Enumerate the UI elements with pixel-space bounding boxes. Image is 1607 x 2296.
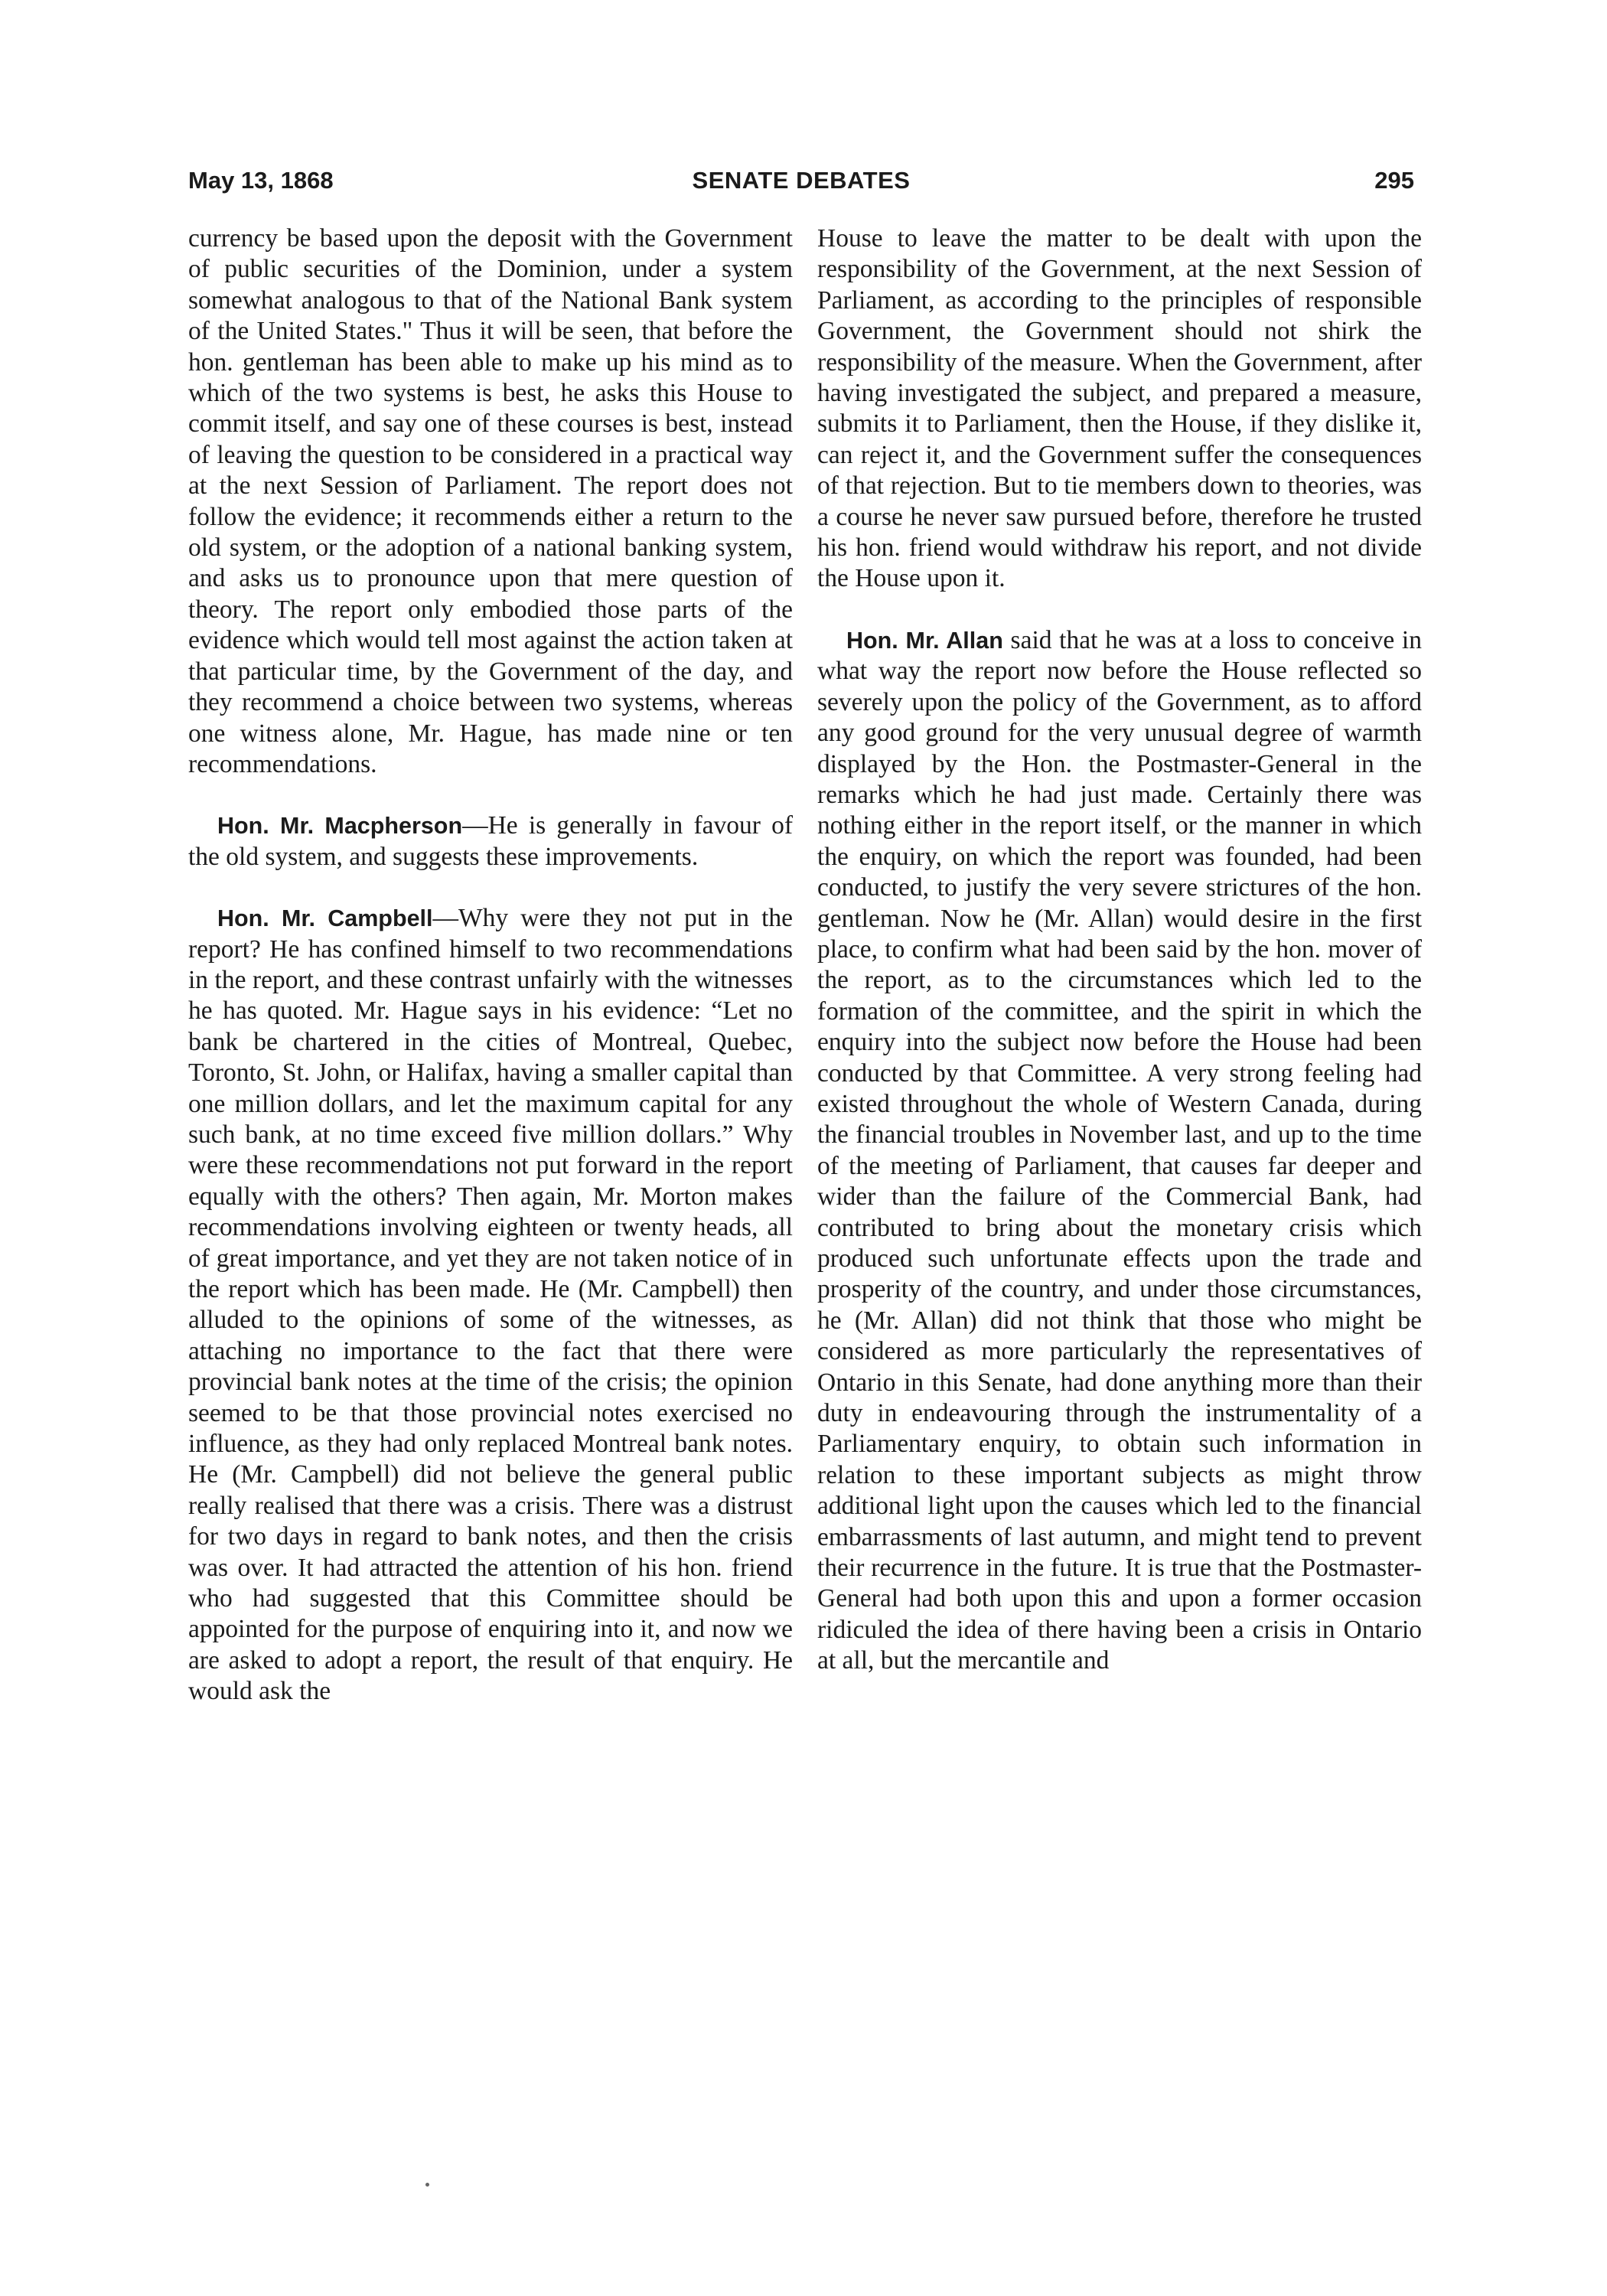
paragraph-text: currency be based upon the deposit with the Government of public securities of the Dominion, under a system somewhat analogous to that of the National Bank system of the United States." Thus it will be seen, that before the hon. gentleman has been able to make up his mind as to which of the two systems is best, he asks this House to commit itself, and say one of these courses is best, instead of leaving the question to be considered in a practical way at the next Session of Parliament. The report does not follow the evidence; it recommends either a return to the old system, or the adoption of a national banking system, and asks us to pronounce upon that mere question of theory. The report only embodied those parts of the evidence which would tell most against the action taken at that particular time, by the Government of the day, and they recommend a choice between two systems, whereas one witness alone, Mr. Hague, has made nine or ten recommendations. xyxy=(188,224,793,778)
paragraph-continuation xyxy=(188,223,793,780)
header-title: SENATE DEBATES xyxy=(692,167,911,194)
right-column xyxy=(817,223,1422,1677)
paragraph-macpherson xyxy=(188,810,793,872)
paragraph-campbell xyxy=(188,903,793,1707)
speaker-name: Hon. Mr. Macpherson xyxy=(217,813,463,840)
left-column xyxy=(188,223,793,1707)
paragraph-text: said that he was at a loss to conceive in what way the report now before the House reflected so severely upon the policy of the Government, as to afford any good ground for the very unusual degree of warmth displayed by the Hon. the Postmaster-General in the remarks which he had just made. Certainly there was nothing either in the report itself, or the manner in which the enquiry, on which the report was founded, had been conducted, to justify the very severe strictures of the hon. gentleman. Now he (Mr. Allan) would desire in the first place, to confirm what had been said by the hon. mover of the report, as to the circumstances which led to the formation of the committee, and the spirit in which the enquiry into the subject now before the House had been conducted by that Committee. A very strong feeling had existed throughout the whole of Western Canada, during the financial troubles in November last, and up to the time of the meeting of Parliament, that causes far deeper and wider than the failure of the Commercial Bank, had contributed to bring about the monetary crisis which produced such unfortunate effects upon the trade and prosperity of the country, and under those circumstances, he (Mr. Allan) did not think that those who might be considered as more particularly the representatives of Ontario in this Senate, had done anything more than their duty in endeavouring through the instrumentality of a Parliamentary enquiry, to obtain such information in relation to these important subjects as might throw additional light upon the causes which led to the financial embarrassments of last autumn, and might tend to prevent their recurrence in the future. It is true that the Postmaster-General had both upon this and upon a former occasion ridiculed the idea of there having been a crisis in Ontario at all, but the mercantile and xyxy=(817,625,1422,1675)
paragraph-text: —Why were they not put in the report? He has confined himself to two recommendations in the report, and these contrast unfairly with the witnesses he has quoted. Mr. Hague says in his evidence: “Let no bank be chartered in the cities of Montreal, Quebec, Toronto, St. John, or Halifax, having a smaller capital than one million dollars, and let the maximum capital for any such bank, at no time exceed five million dollars.” Why were these recommendations not put forward in the report equally with the others? Then again, Mr. Morton makes recommendations involving eighteen or twenty heads, all of great importance, and yet they are not taken notice of in the report which has been made. He (Mr. Campbell) then alluded to the opinions of some of the witnesses, as attaching no importance to the fact that there were provincial bank notes at the time of the crisis; the opinion seemed to be that those provincial notes exercised no influence, as they had only replaced Montreal bank notes. He (Mr. Campbell) did not believe the general public really realised that there was a crisis. There was a distrust for two days in regard to bank notes, and then the crisis was over. It had attracted the attention of his hon. friend who had suggested that this Committee should be appointed for the purpose of enquiring into it, and now we are asked to adopt a report, the result of that enquiry. He would ask the xyxy=(188,904,793,1706)
speaker-name: Hon. Mr. Campbell xyxy=(217,905,433,932)
speaker-name: Hon. Mr. Allan xyxy=(846,627,1003,654)
header-date: May 13, 1868 xyxy=(188,167,334,194)
page-header xyxy=(188,167,1414,205)
paragraph-allan xyxy=(817,625,1422,1677)
paragraph-text: House to leave the matter to be dealt with upon the responsibility of the Government, at the next Session of Parliament, as according to the principles of responsible Government, the Government should not shirk the responsibility of the measure. When the Government, after having investigated the subject, and prepared a measure, submits it to Parliament, then the House, if they dislike it, can reject it, and the Government suffer the consequences of that rejection. But to tie members down to theories, was a course he never saw pursued before, therefore he trusted his hon. friend would withdraw his report, and not divide the House upon it. xyxy=(817,224,1422,593)
paragraph-text: —He is generally in favour of the old system, and suggests these improvements. xyxy=(188,811,793,871)
paragraph-continuation xyxy=(817,223,1422,595)
stray-ink-mark xyxy=(425,2183,429,2187)
page-number: 295 xyxy=(1374,167,1414,194)
